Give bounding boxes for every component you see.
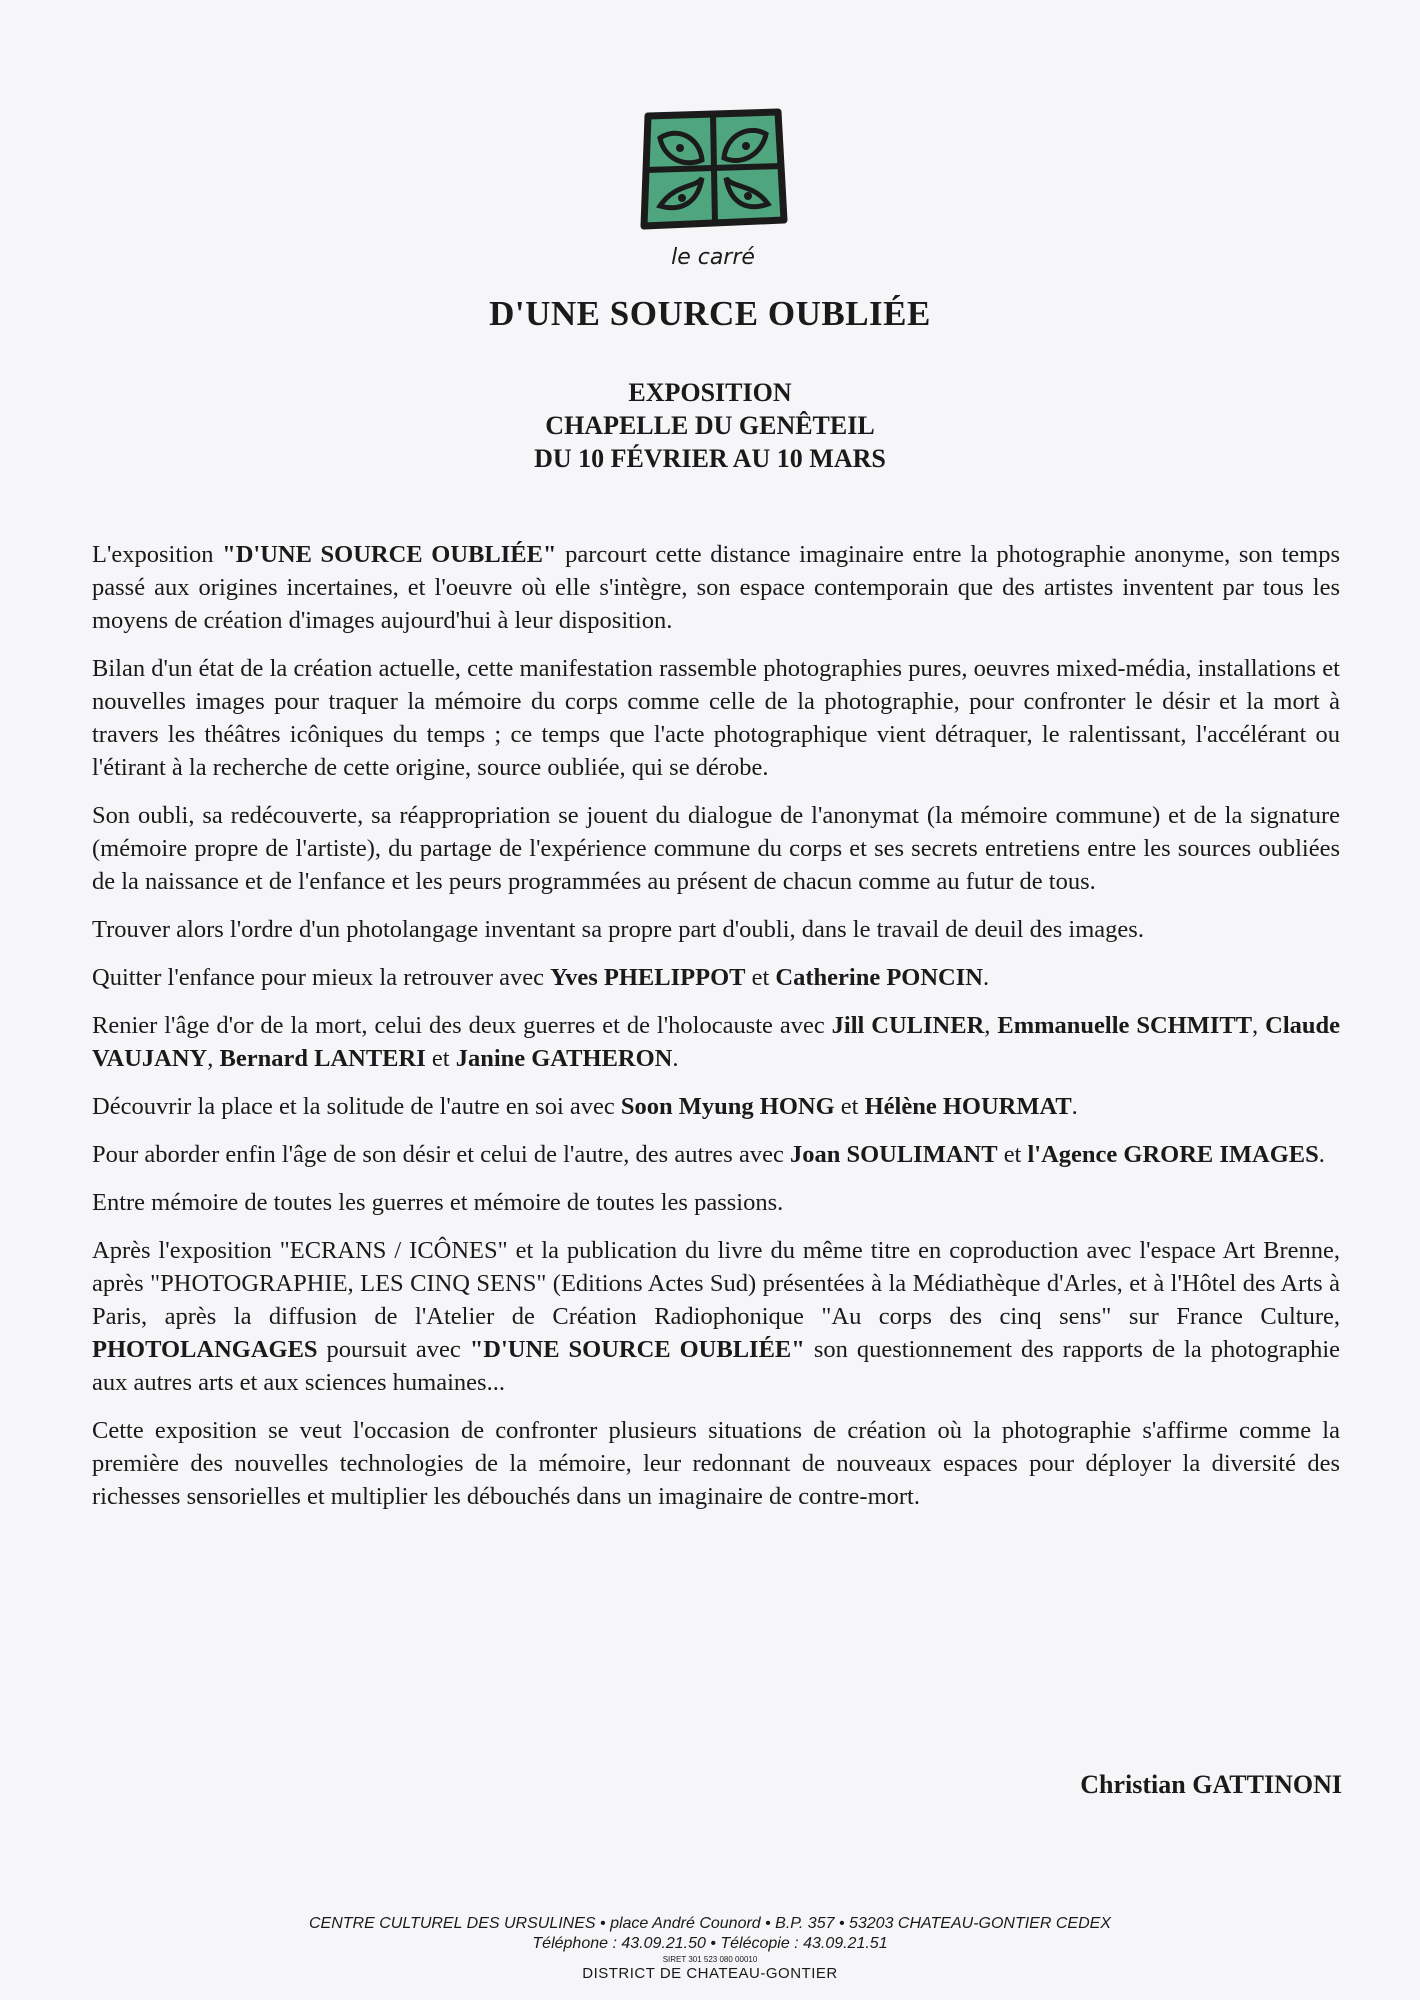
paragraph-10: Après l'exposition "ECRANS / ICÔNES" et la publication du livre du même titre en coproduction avec l'espace Art Brenne, après "PHOTOGRAPHIE, LES CINQ SENS" (Editions Actes Sud) présentées à la Médiathèque d'Arles, et à l'Hôtel des Arts à Paris, après la diffusion de l'Atelier de Création Radiophonique "Au corps des cinq sens" sur France Culture, PHOTOLANGAGES poursuit avec "D'UNE SOURCE OUBLIÉE" son questionnement des rapports de la photographie aux autres arts et aux sciences humaines... — [92, 1237, 1340, 1396]
signature: Christian GATTINONI — [1080, 1770, 1342, 1799]
logo-text: le carré — [671, 245, 755, 270]
footer — [0, 1914, 1420, 1983]
paragraph-8: Pour aborder enfin l'âge de son désir et celui de l'autre, des autres avec Joan SOULIMANT et l'Agence GRORE IMAGES. — [92, 1141, 1325, 1168]
paragraph-1: L'exposition "D'UNE SOURCE OUBLIÉE" parcourt cette distance imaginaire entre la photographie anonyme, son temps passé aux origines incertaines, et l'oeuvre où elle s'intègre, son espace contemporain que des artistes inventent par tous les moyens de création d'images aujourd'hui à leur disposition. — [92, 541, 1341, 634]
footer-address: CENTRE CULTUREL DES URSULINES • place André Counord • B.P. 357 • 53203 CHATEAU-GONTIER CEDEX — [309, 1915, 1111, 1932]
exhibition-details — [0, 376, 1420, 475]
paragraph-7: Découvrir la place et la solitude de l'autre en soi avec Soon Myung HONG et Hélène HOURMAT. — [92, 1093, 1078, 1120]
footer-siret: SIRET 301 523 080 00010 — [662, 1955, 758, 1964]
paragraph-4: Trouver alors l'ordre d'un photolangage inventant sa propre part d'oubli, dans le travail de deuil des images. — [92, 916, 1144, 943]
paragraph-2: Bilan d'un état de la création actuelle, cette manifestation rassemble photographies pures, oeuvres mixed-média, installations et nouvelles images pour traquer la mémoire du corps comme celle de la photographie, pour confronter le désir et la mort à travers les théâtres icôniques du temps ; ce temps que l'acte photographique vient détraquer, le ralentissant, l'accélérant ou l'étirant à la recherche de cette origine, source oubliée, qui se dérobe. — [92, 655, 1340, 781]
paragraph-5: Quitter l'enfance pour mieux la retrouver avec Yves PHELIPPOT et Catherine PONCIN. — [92, 964, 990, 991]
subtitle-line-3: DU 10 FÉVRIER AU 10 MARS — [534, 444, 886, 473]
footer-district: DISTRICT DE CHATEAU-GONTIER — [582, 1965, 838, 1982]
paragraph-3: Son oubli, sa redécouverte, sa réappropriation se jouent du dialogue de l'anonymat (la mémoire commune) et de la signature (mémoire propre de l'artiste), du partage de l'expérience commune du corps et ses secrets entretiens entre les sources oubliées de la naissance et de l'enfance et les peurs programmées au présent de chacun comme au futur de tous. — [92, 802, 1340, 895]
footer-phone: Téléphone : 43.09.21.50 • Télécopie : 43.09.21.51 — [532, 1935, 888, 1952]
document-body — [92, 538, 1340, 1528]
paragraph-6: Renier l'âge d'or de la mort, celui des deux guerres et de l'holocauste avec Jill CULINER, Emmanuelle SCHMITT, Claude VAUJANY, Bernard LANTERI et Janine GATHERON. — [92, 1012, 1341, 1072]
logo-graphic — [638, 108, 788, 276]
paragraph-9: Entre mémoire de toutes les guerres et mémoire de toutes les passions. — [92, 1189, 784, 1216]
le-carre-logo — [638, 108, 788, 276]
paragraph-11: Cette exposition se veut l'occasion de confronter plusieurs situations de création où la photographie s'affirme comme la première des nouvelles technologies de la mémoire, leur redonnant de nouveaux espaces pour déployer la diversité des richesses sensorielles et multiplier les débouchés dans un imaginaire de contre-mort. — [92, 1417, 1340, 1510]
subtitle-line-1: EXPOSITION — [628, 378, 792, 407]
document-title: D'UNE SOURCE OUBLIÉE — [489, 294, 931, 333]
subtitle-line-2: CHAPELLE DU GENÊTEIL — [545, 411, 875, 440]
